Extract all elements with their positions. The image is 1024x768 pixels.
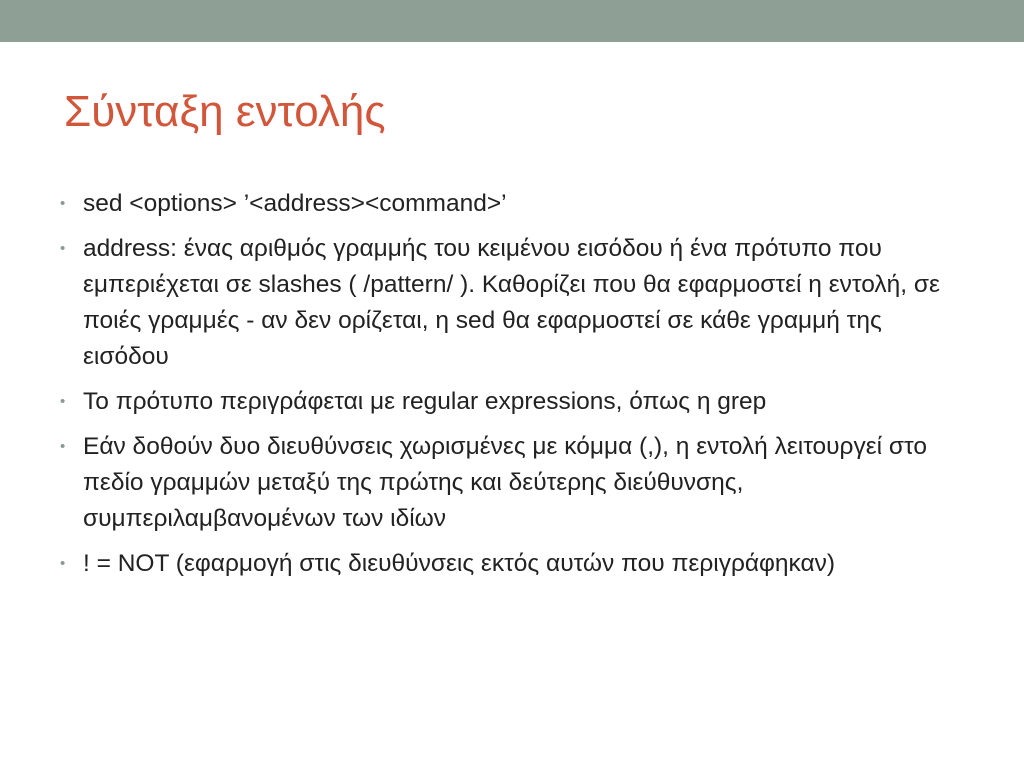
bullet-list: [60, 186, 970, 591]
bullet-text: address: ένας αριθμός γραμμής του κειμένου εισόδου ή ένα πρότυπο που εμπεριέχεται σε slashes ( /pattern/ ). Καθορίζει που θα εφαρμοστεί η εντολή, σε ποιές γραμμές - αν δεν ορίζεται, η sed θα εφαρμοστεί σε κάθε γραμμή της εισόδου: [83, 235, 940, 370]
bullet-dot-icon: •: [60, 393, 66, 410]
bullet-dot-icon: •: [60, 240, 66, 257]
bullet-dot-icon: •: [60, 195, 66, 212]
bullet-text: Το πρότυπο περιγράφεται με regular expressions, όπως η grep: [83, 388, 767, 415]
bullet-dot-icon: •: [60, 555, 66, 572]
bullet-text: sed <options> ’<address><command>’: [83, 190, 507, 217]
slide-title: Σύνταξη εντολής: [64, 87, 386, 136]
bullet-text: Εάν δοθούν δυο διευθύνσεις χωρισμένες με κόμμα (,), η εντολή λειτουργεί στο πεδίο γραμμών μεταξύ της πρώτης και δεύτερης διεύθυνσης, συμπεριλαμβανομένων των ιδίων: [83, 433, 927, 532]
bullet-item: [60, 546, 970, 582]
top-accent-bar: [0, 0, 1024, 42]
bullet-item: [60, 429, 970, 537]
bullet-item: [60, 186, 970, 222]
bullet-text: ! = NOT (εφαρμογή στις διευθύνσεις εκτός αυτών που περιγράφηκαν): [83, 550, 836, 577]
bullet-item: [60, 384, 970, 420]
bullet-dot-icon: •: [60, 438, 66, 455]
bullet-item: [60, 231, 970, 375]
